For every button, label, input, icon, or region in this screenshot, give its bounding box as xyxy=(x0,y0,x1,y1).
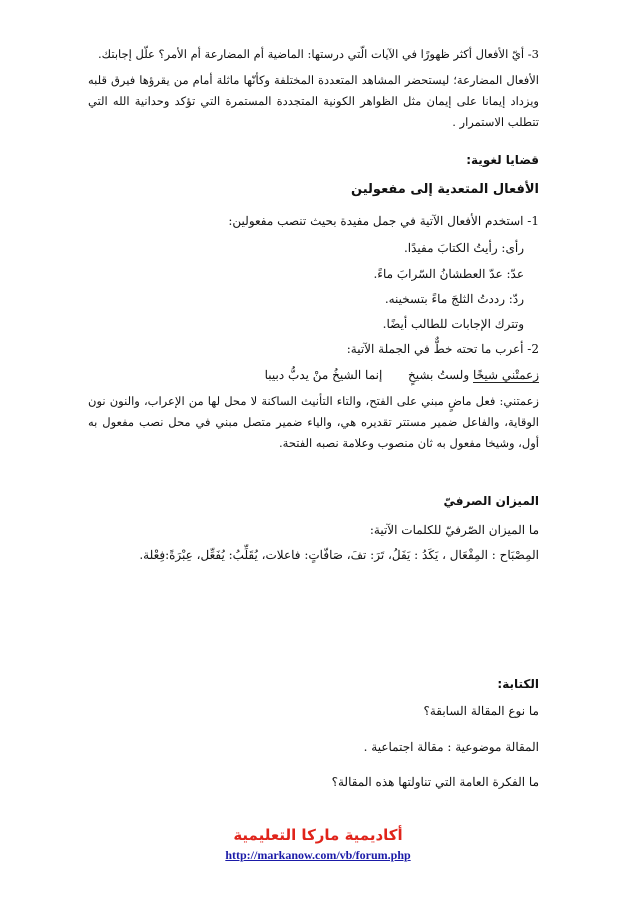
writing-question-2: ما الفكرة العامة التي تناولتها هذه المقالة؟ xyxy=(331,775,539,789)
writing-question-1: ما نوع المقالة السابقة؟ xyxy=(423,704,539,718)
poem-verse xyxy=(265,366,539,384)
parsing-answer xyxy=(88,391,539,454)
example-3: ردّ: رددتُ الثلجَ ماءً بتسخينه. xyxy=(384,292,524,306)
linguistic-question-2: 2- أعرب ما تحته خطٌّ في الجملة الآتية: xyxy=(346,342,539,356)
question-3-answer xyxy=(88,70,539,133)
example-2: عدّ: عدّ العطشانُ السّرابَ ماءً. xyxy=(373,267,524,281)
footer-forum-link[interactable]: http://markanow.com/vb/forum.php xyxy=(225,848,411,862)
linguistic-subheading: الأفعال المتعدية إلى مفعولين xyxy=(351,182,539,197)
linguistic-heading: قضايا لغوية: xyxy=(466,153,539,167)
parsing-answer-text: زعمتني: فعل ماضٍ مبني على الفتح، والتاء التأنيث الساكنة لا محل لها من الإعراب، والنون نون الوقاية، والفاعل ضمير مستتر تقديره هي، والياء ضمير متصل مبني في محل نصب مفعول به أول، وشيخا مفعول به ثان منصوب وعلامة نصبه الفتحة. xyxy=(88,394,539,450)
morphology-question: ما الميزان الصّرفيّ للكلمات الآتية: xyxy=(369,523,539,537)
verse-part-2: ولستُ بشيخٍ xyxy=(407,368,470,382)
verse-part-3: إنما الشيخُ منْ يدبُّ دبيبا xyxy=(264,368,383,382)
question-3 xyxy=(88,44,539,65)
linguistic-question-1: 1- استخدم الأفعال الآتية في جمل مفيدة بحيث تنصب مفعولين: xyxy=(228,214,539,228)
footer-academy-name: أكاديمية ماركا التعليمية xyxy=(233,826,403,844)
example-4: وتترك الإجابات للطالب أيضًا. xyxy=(382,317,524,331)
writing-answer-1: المقالة موضوعية : مقالة اجتماعية . xyxy=(363,740,539,754)
underlined-phrase: زعمتْني شيخًا xyxy=(472,368,539,382)
writing-heading: الكتابة: xyxy=(497,677,539,691)
question-3-answer-text: الأفعال المضارعة؛ ليستحضر المشاهد المتعددة المختلفة وكأنّها ماثلة أمام من يقرؤها فيرق قلبه ويزداد إيمانا على إيمان مثل الظواهر الكونية المتجددة المستمرة التي تؤكد وحدانية الله التي تتطلب الاستمرار . xyxy=(88,73,539,129)
morphology-heading: الميزان الصرفيّ xyxy=(443,494,539,508)
morphology-answer: المِصْبَاح : المِفْعَال ، يَكَدُ : يَفَلُ، تَرَ: تفَ، صَافّاتٍ: فاعلات، يُقَلِّبُ: يُفَعِّل، عِبْرَةً:فِعْلة. xyxy=(139,548,539,562)
example-1: رأى: رأيتُ الكتابَ مفيدًا. xyxy=(403,241,524,255)
question-3-text: 3- أيّ الأفعال أكثر ظهورًا في الآيات الّتي درستها: الماضية أم المضارعة أم الأمر؟ علّل إجابتك. xyxy=(98,47,539,61)
